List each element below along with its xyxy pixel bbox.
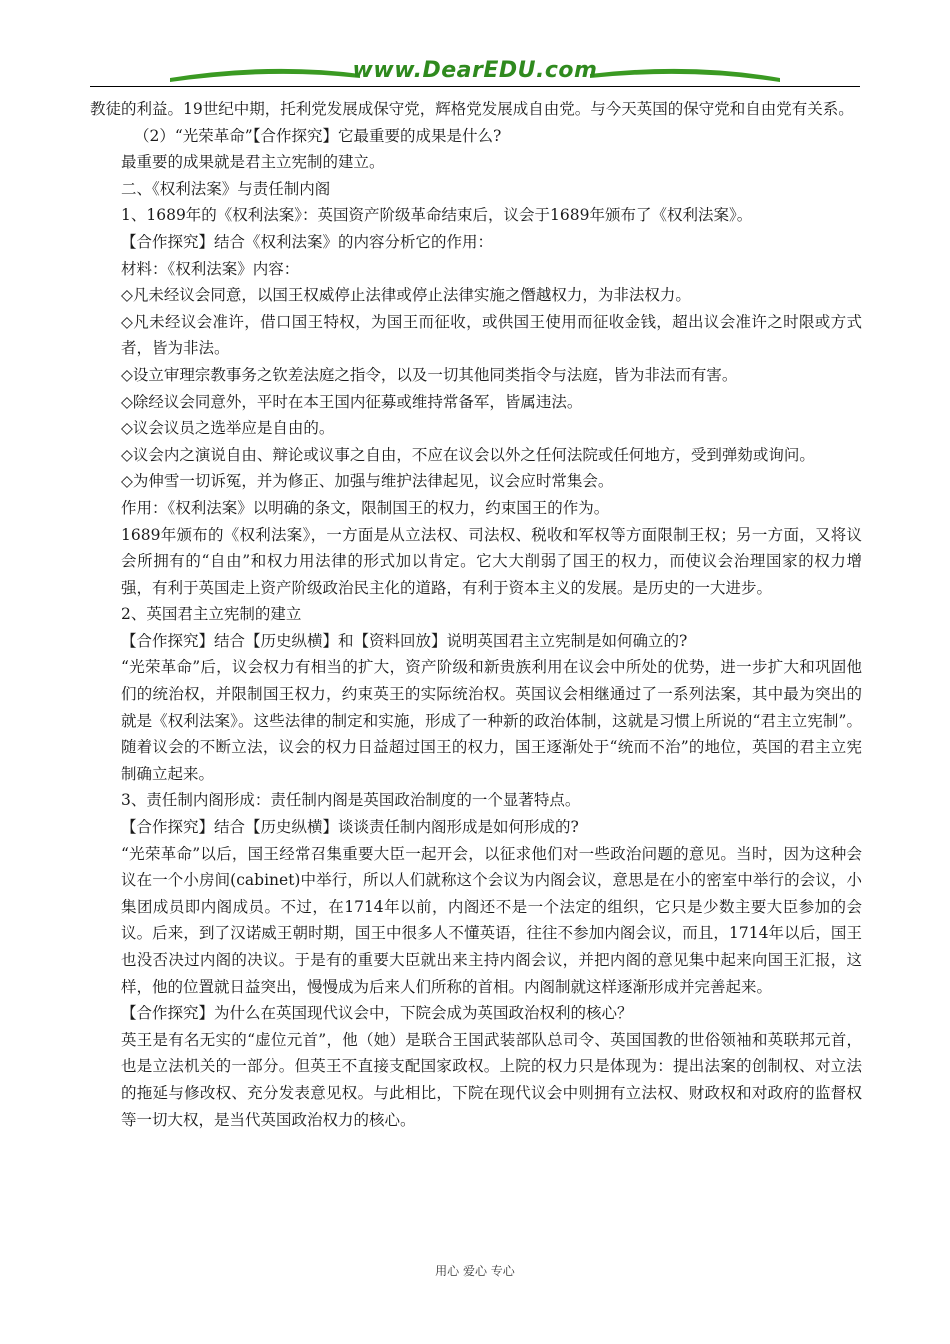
document-body: [90, 96, 862, 1133]
paragraph: ◇除经议会同意外，平时在本王国内征募或维持常备军，皆属违法。: [121, 392, 583, 411]
header-rule: [90, 86, 860, 87]
paragraph: ◇为伸雪一切诉冤，并为修正、加强与维护法律起见，议会应时常集会。: [121, 472, 614, 491]
paragraph: 【合作探究】结合《权利法案》的内容分析它的作用：: [121, 232, 494, 251]
paragraph: “光荣革命”以后，国王经常召集重要大臣一起开会，以征求他们对一些政治问题的意见。当时，因为这种会议在一个小房间(cabinet)中举行，所以人们就称这个会议为内阁会议，意思是在小的密室中举行的会议，小集团成员即内阁成员。不过，在1714年以前，内阁还不是一个法定的组织，它只是少数主要大臣参加的会议。后来，到了汉诺威王朝时期，国王中很多人不懂英语，往往不参加内阁会议，而且，1714年以后，国王也没否决过内阁的决议。于是有的重要大臣就出来主持内阁会议，并把内阁的意见集中起来向国王汇报，这样，他的位置就日益突出，慢慢成为后来人们所称的首相。内阁制就这样逐渐形成并完善起来。: [121, 844, 862, 996]
paragraph: 2、英国君主立宪制的建立: [121, 605, 302, 624]
paragraph: 作用：《权利法案》以明确的条文，限制国王的权力，约束国王的作为。: [121, 498, 610, 517]
paragraph: 1689年颁布的《权利法案》，一方面是从立法权、司法权、税收和军权等方面限制王权；另一方面，又将议会所拥有的“自由”和权力用法律的形式加以肯定。它大大削弱了国王的权力，而使议会治理国家的权力增强，有利于英国走上资产阶级政治民主化的道路，有利于资本主义的发展。是历史的一大进步。: [121, 525, 862, 597]
paragraph: 教徒的利益。19世纪中期，托利党发展成保守党，辉格党发展成自由党。与今天英国的保守党和自由党有关系。: [90, 100, 854, 118]
paragraph: ◇凡未经议会同意，以国王权威停止法律或停止法律实施之僭越权力，为非法权力。: [121, 286, 691, 305]
paragraph: 最重要的成果就是君主立宪制的建立。: [121, 153, 385, 172]
paragraph: ◇议会议员之选举应是自由的。: [121, 419, 335, 438]
paragraph: （2）“光荣革命”【合作探究】它最重要的成果是什么?: [134, 126, 502, 145]
paragraph: 3、责任制内阁形成：责任制内阁是英国政治制度的一个显著特点。: [121, 791, 581, 810]
paragraph: “光荣革命”后，议会权力有相当的扩大，资产阶级和新贵族利用在议会中所处的优势，进一步扩大和巩固他们的统治权，并限制国王权力，约束英王的实际统治权。英国议会相继通过了一系列法案，其中最为突出的就是《权利法案》。这些法律的制定和实施，形成了一种新的政治体制，这就是习惯上所说的“君主立宪制”。随着议会的不断立法，议会的权力日益超过国王的权力，国王逐渐处于“统而不治”的地位，英国的君主立宪制确立起来。: [121, 658, 862, 783]
paragraph: 【合作探究】为什么在英国现代议会中，下院会成为英国政治权利的核心？: [121, 1004, 633, 1023]
paragraph: ◇议会内之演说自由、辩论或议事之自由，不应在议会以外之任何法院或任何地方，受到弹劾或询问。: [121, 445, 815, 464]
paragraph: 1、1689年的《权利法案》：英国资产阶级革命结束后，议会于1689年颁布了《权利法案》。: [121, 206, 753, 225]
paragraph: 二、《权利法案》与责任制内阁: [121, 179, 331, 198]
paragraph: 【合作探究】结合【历史纵横】谈谈责任制内阁形成是如何形成的?: [121, 818, 579, 837]
paragraph: 材料：《权利法案》内容：: [121, 259, 300, 278]
paragraph: ◇设立审理宗教事务之钦差法庭之指令，以及一切其他同类指令与法庭，皆为非法而有害。: [121, 365, 738, 384]
paragraph: ◇凡未经议会准许，借口国王特权，为国王而征收，或供国王使用而征收金钱，超出议会准许之时限或方式者，皆为非法。: [121, 312, 862, 358]
page-footer: 用心 爱心 专心: [435, 1264, 515, 1278]
logo-text: www.DearEDU.com: [352, 58, 598, 83]
paragraph: 【合作探究】结合【历史纵横】和【资料回放】说明英国君主立宪制是如何确立的?: [121, 631, 688, 650]
page-header: [90, 56, 860, 92]
dearedu-logo: [90, 58, 860, 86]
paragraph: 英王是有名无实的“虚位元首”，他（她）是联合王国武装部队总司令、英国国教的世俗领袖和英联邦元首，也是立法机关的一部分。但英王不直接支配国家政权。上院的权力只是体现为：提出法案的创制权、对立法的拖延与修改权、充分发表意见权。与此相比，下院在现代议会中则拥有立法权、财政权和对政府的监督权等一切大权，是当代英国政治权力的核心。: [121, 1030, 862, 1129]
